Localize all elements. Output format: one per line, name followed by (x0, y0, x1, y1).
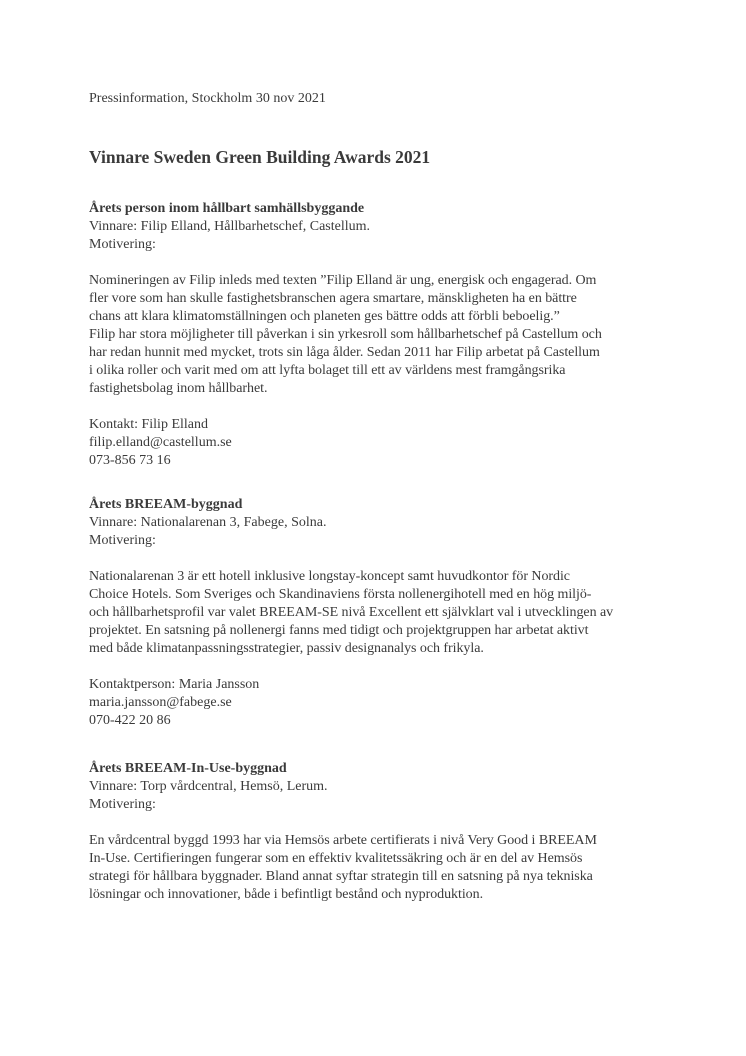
paragraph-line: i olika roller och varit med om att lyfta bolaget till ett av världens mest framgångsrika (89, 363, 566, 378)
paragraph-line: Nationalarenan 3 är ett hotell inklusive longstay-koncept samt huvudkontor för Nordic (89, 569, 570, 584)
dateline: Pressinformation, Stockholm 30 nov 2021 (89, 91, 326, 106)
contact-email: maria.jansson@fabege.se (89, 695, 232, 710)
award-winner: Vinnare: Torp vårdcentral, Hemsö, Lerum. (89, 779, 328, 794)
paragraph-line: Nomineringen av Filip inleds med texten ”Filip Elland är ung, energisk och engagerad. Om (89, 273, 597, 288)
page-title: Vinnare Sweden Green Building Awards 2021 (89, 147, 431, 167)
paragraph-line: och hållbarhetsprofil var valet BREEAM-SE nivå Excellent ett självklart val i utvecklingen av (89, 605, 614, 620)
contact-name: Kontaktperson: Maria Jansson (89, 677, 260, 692)
motivation-label: Motivering: (89, 237, 156, 252)
paragraph-line: Filip har stora möjligheter till påverkan i sin yrkesroll som hållbarhetschef på Castellum och (89, 327, 602, 342)
paragraph-line: In-Use. Certifieringen fungerar som en effektiv kvalitetssäkring och är en del av Hemsös (89, 851, 583, 866)
motivation-paragraph (89, 568, 669, 658)
award-section-person (89, 200, 669, 470)
paragraph-line: En vårdcentral byggd 1993 har via Hemsös arbete certifierats i nivå Very Good i BREEAM (89, 833, 597, 848)
paragraph-line: Choice Hotels. Som Sveriges och Skandinaviens första nollenergihotell med en hög miljö- (89, 587, 592, 602)
paragraph-line: lösningar och innovationer, både i befintligt bestånd och nyproduktion. (89, 887, 484, 902)
contact-email: filip.elland@castellum.se (89, 435, 232, 450)
motivation-label: Motivering: (89, 533, 156, 548)
paragraph-line: med både klimatanpassningsstrategier, passiv designanalys och frikyla. (89, 641, 484, 656)
award-winner: Vinnare: Filip Elland, Hållbarhetschef, Castellum. (89, 219, 371, 234)
paragraph-line: strategi för hållbara byggnader. Bland annat syftar strategin till en satsning på nya tekniska (89, 869, 593, 884)
motivation-paragraph (89, 832, 669, 904)
paragraph-line: chans att klara klimatomställningen och planeten ges bättre odds att förbli beboelig.” (89, 309, 560, 324)
award-heading: Årets BREEAM-In-Use-byggnad (89, 761, 287, 776)
award-section-breeam (89, 496, 669, 730)
award-heading: Årets BREEAM-byggnad (89, 497, 243, 512)
contact-phone: 073-856 73 16 (89, 453, 171, 468)
contact-phone: 070-422 20 86 (89, 713, 171, 728)
contact-name: Kontakt: Filip Elland (89, 417, 208, 432)
award-heading: Årets person inom hållbart samhällsbyggande (89, 201, 365, 216)
paragraph-line: projektet. En satsning på nollenergi fanns med tidigt och projektgruppen har arbetat aktivt (89, 623, 589, 638)
motivation-paragraph (89, 272, 669, 398)
paragraph-line: fastighetsbolag inom hållbarhet. (89, 381, 268, 396)
award-section-breeam-in-use (89, 760, 669, 904)
contact-block (89, 416, 669, 470)
paragraph-line: fler vore som han skulle fastighetsbranschen agera smartare, mänskligheten ha en bättre (89, 291, 577, 306)
award-winner: Vinnare: Nationalarenan 3, Fabege, Solna. (89, 515, 327, 530)
paragraph-line: har redan hunnit med mycket, trots sin låga ålder. Sedan 2011 har Filip arbetat på Castellum (89, 345, 600, 360)
contact-block (89, 676, 669, 730)
motivation-label: Motivering: (89, 797, 156, 812)
